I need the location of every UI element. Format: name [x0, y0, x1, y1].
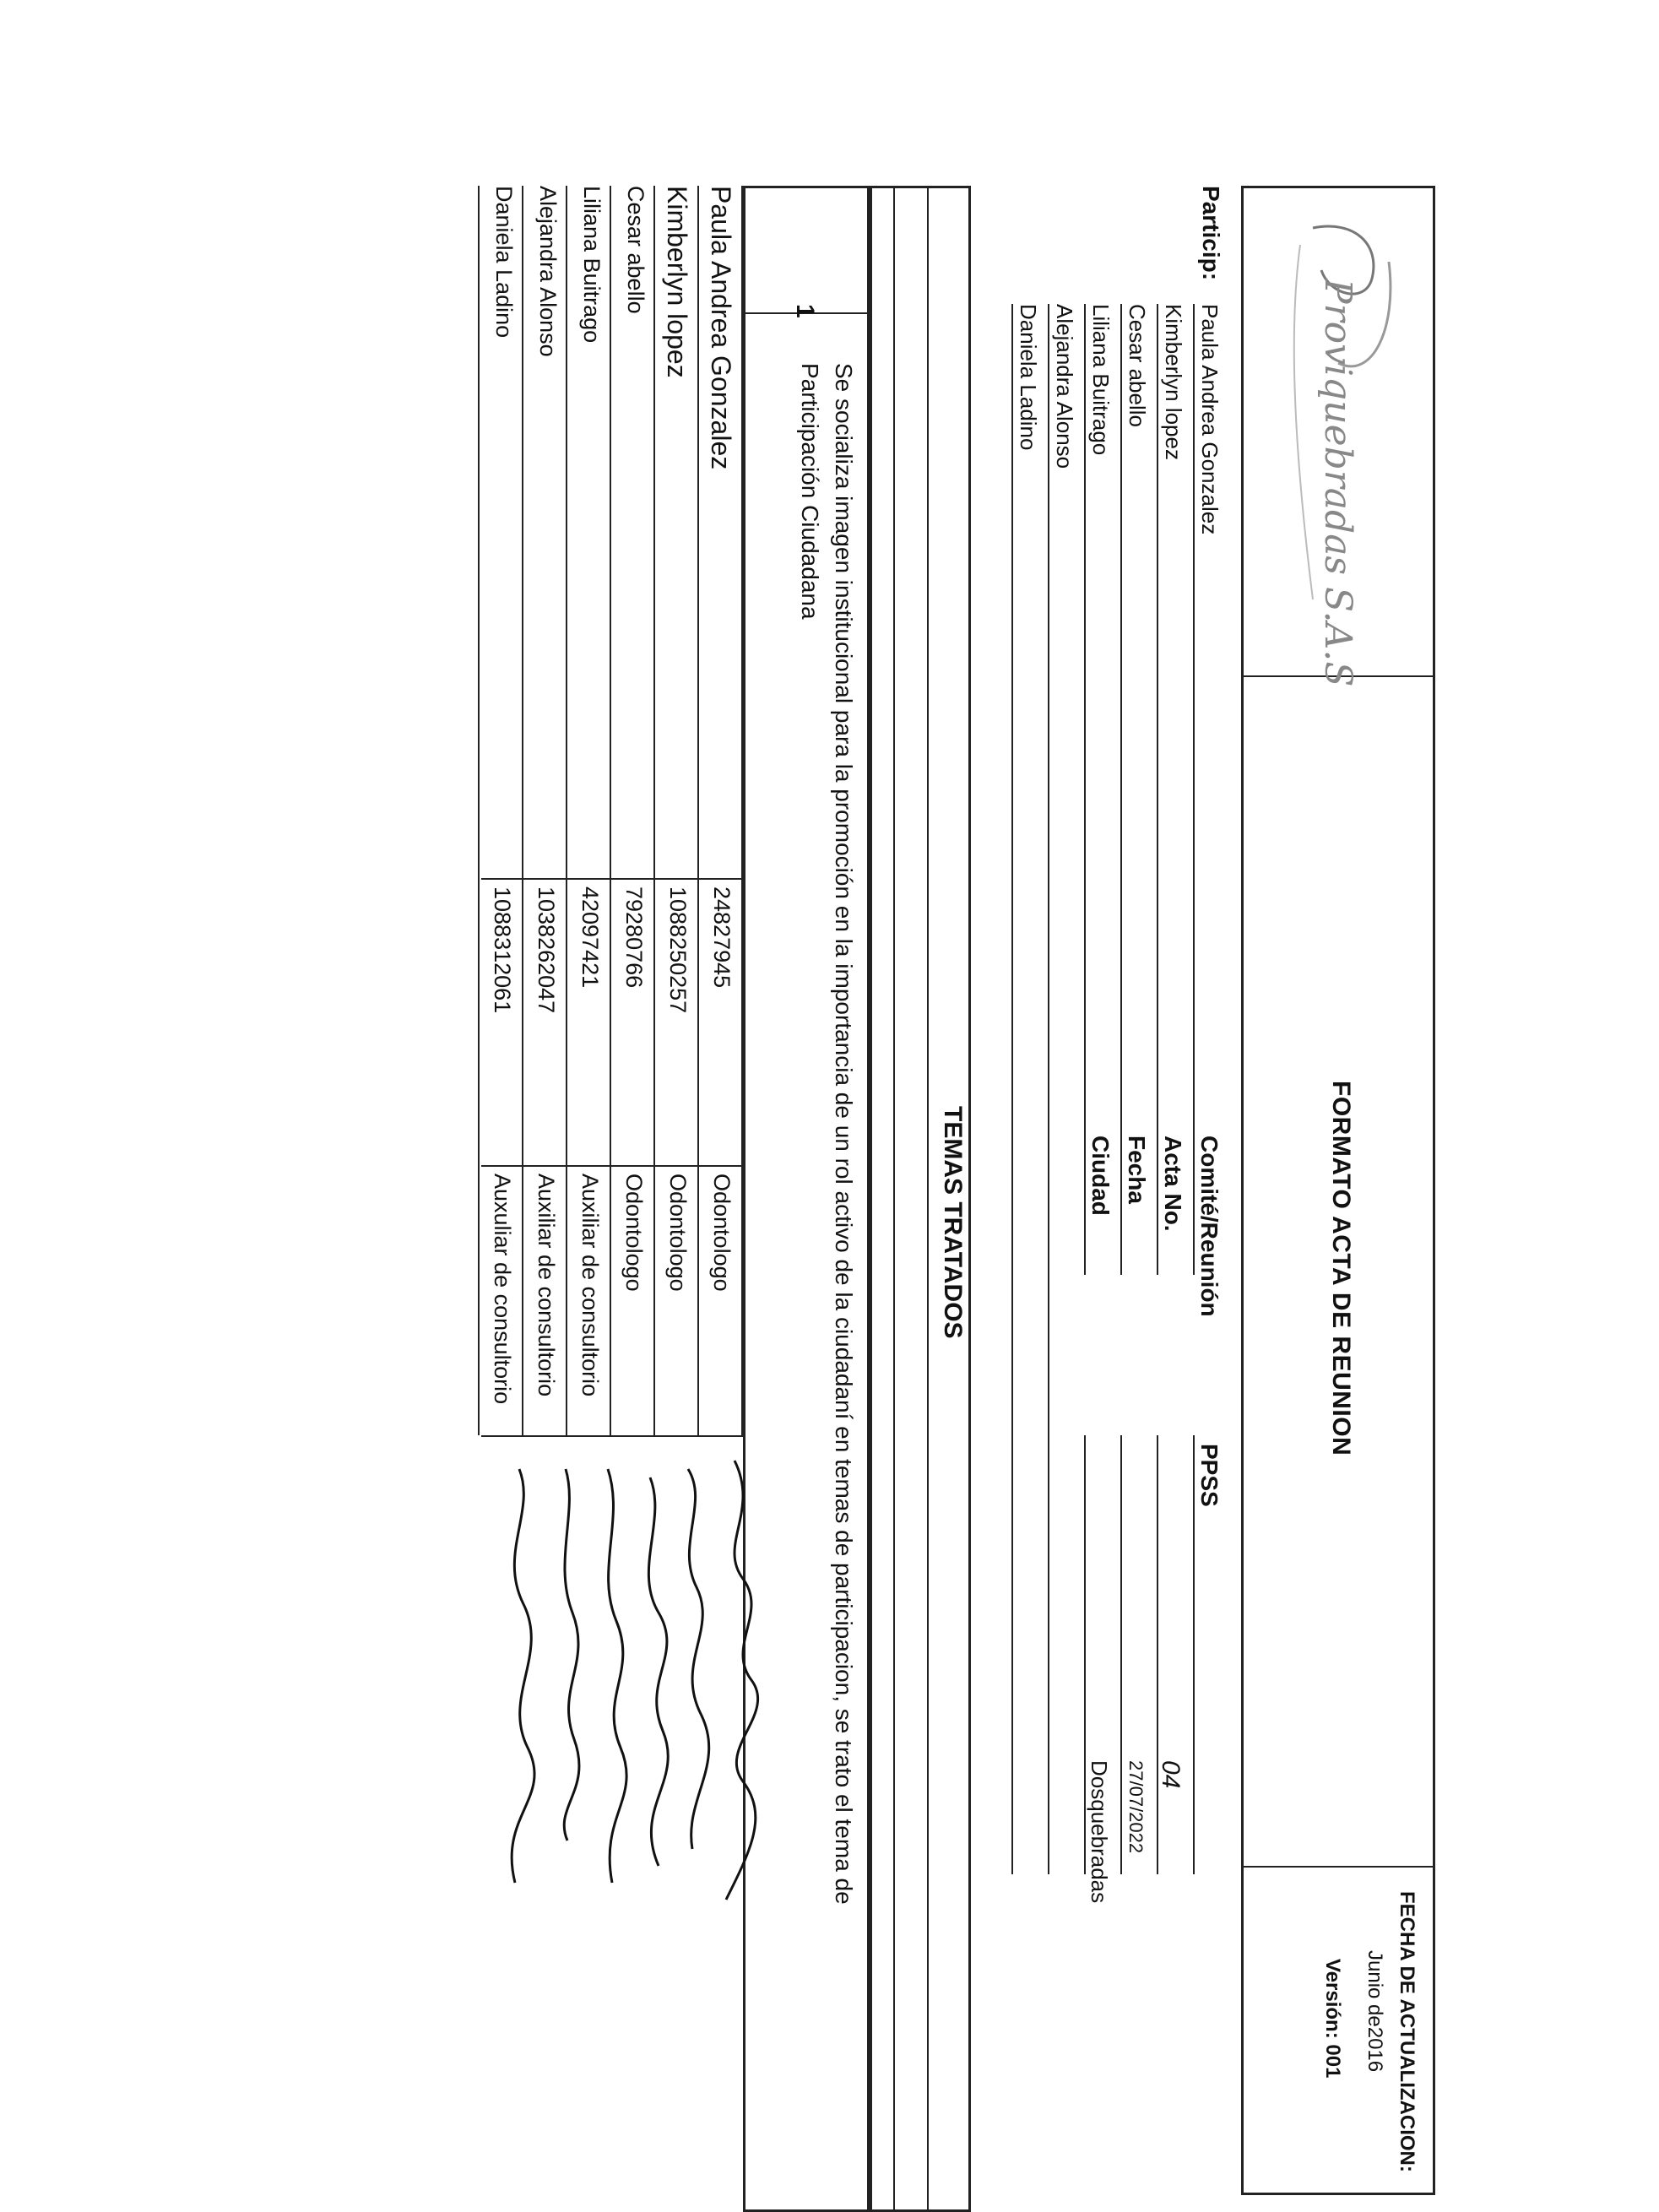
- attendee-name: Alejandra Alonso: [535, 186, 561, 357]
- attendee-name: Liliana Buitrago: [579, 186, 605, 344]
- handwritten-signatures: [464, 1444, 768, 1950]
- tema-text-line2: Participación Ciudadana: [797, 363, 823, 620]
- attendee-name: Cesar abello: [623, 186, 648, 314]
- attendee-id: 24827945: [709, 886, 735, 989]
- comite-value: PPSS: [1196, 1444, 1223, 1507]
- fecha-value: 27/07/2022: [1125, 1760, 1147, 1854]
- ciudad-label: Ciudad: [1087, 1136, 1114, 1216]
- attendee-id: 79280766: [621, 886, 647, 989]
- attendee-role: Auxuliar de consultorio: [490, 1174, 515, 1405]
- participant-4: Liliana Buitrago: [1088, 304, 1114, 456]
- attendee-id: 42097421: [577, 886, 603, 989]
- attendee-role: Odontologo: [665, 1174, 691, 1292]
- attendee-name: Kimberlyn lopez: [662, 186, 692, 378]
- update-date-label: FECHA DE ACTUALIZACION:: [1396, 1891, 1418, 2172]
- attendee-role: Odontologo: [709, 1174, 735, 1292]
- acta-label: Acta No.: [1160, 1136, 1186, 1232]
- document-title: FORMATO ACTA DE REUNION: [1327, 1081, 1355, 1456]
- update-date-value: Junio de2016: [1364, 1950, 1386, 2073]
- attendee-role: Auxiliar de consultorio: [534, 1174, 559, 1397]
- ciudad-value: Dosquebradas: [1087, 1760, 1112, 1904]
- participant-2: Kimberlyn lopez: [1161, 304, 1186, 460]
- participant-5: Alejandra Alonso: [1052, 304, 1077, 469]
- participant-6: Daniela Ladino: [1016, 304, 1041, 451]
- fecha-label: Fecha: [1124, 1136, 1150, 1204]
- attendee-name: Daniela Ladino: [491, 186, 517, 339]
- comite-label: Comité/Reunión: [1196, 1136, 1223, 1317]
- temas-heading: TEMAS TRATADOS: [939, 1106, 967, 1339]
- version-label: Versión: 001: [1321, 1959, 1344, 2079]
- acta-value: 04: [1157, 1760, 1185, 1789]
- tema-number: 1: [791, 304, 819, 318]
- participant-3: Cesar abello: [1125, 304, 1150, 427]
- attendee-id: 1038262047: [534, 886, 559, 1014]
- tema-text-line1: Se socializa imagen institucional para la promoción en la importancia de un rol activo de la ciudadaní en temas de participacion, se trato el tema de: [831, 363, 857, 1905]
- rotated-document-sheet: [0, 135, 1486, 2172]
- attendee-id: 1088312061: [490, 886, 515, 1014]
- attendee-role: Odontologo: [621, 1174, 647, 1292]
- company-logo-text: Proviquebradas S.A.S: [1316, 279, 1359, 687]
- attendee-name: Paula Andrea Gonzalez: [706, 186, 736, 470]
- participant-1: Paula Andrea Gonzalez: [1197, 304, 1223, 535]
- participants-label: Particip:: [1198, 186, 1224, 281]
- attendance-table: [464, 186, 743, 2212]
- attendee-role: Auxiliar de consultorio: [577, 1174, 603, 1397]
- attendee-id: 1088250257: [665, 886, 691, 1014]
